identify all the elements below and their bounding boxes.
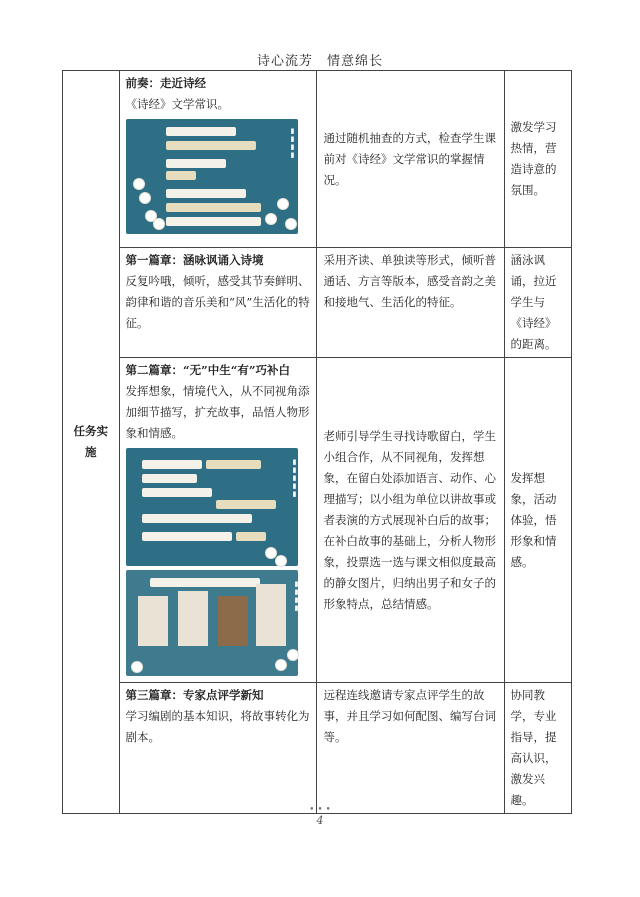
- cell-purpose: 发挥想象，活动体验，悟形象和情感。: [504, 358, 571, 683]
- cell-content: [119, 683, 317, 814]
- table-row: [63, 683, 572, 814]
- section-title: 前奏：走近诗经: [125, 76, 207, 90]
- table-row: [63, 248, 572, 358]
- section-text: 反复吟哦，倾听，感受其节奏鲜明、韵律和谐的音乐美和“风”生活化的特征。: [125, 274, 310, 330]
- cell-method: 采用齐读、单独读等形式，倾听普通话、方言等版本，感受音韵之美和接地气、生活化的特征。: [317, 248, 504, 358]
- section-title: 第二篇章：“无”中生“有”巧补白: [125, 363, 291, 377]
- cell-content: [119, 71, 317, 248]
- slide-image: ▮▮▮▮▮: [126, 448, 298, 566]
- section-text: 《诗经》文学常识。: [125, 97, 230, 111]
- cell-method: 远程连线邀请专家点评学生的故事，并且学习如何配图、编写台词等。: [317, 683, 504, 814]
- cell-content: [119, 358, 317, 683]
- section-title: 第三篇章：专家点评学新知: [125, 688, 264, 702]
- cell-method: 老师引导学生寻找诗歌留白，学生小组合作，从不同视角，发挥想象，在留白处添加语言、动作、心理描写；以小组为单位以讲故事或者表演的方式展现补白后的故事；在补白故事的基础上，分析人物形象，投票选一选与课文相似度最高的静女图片，归纳出男子和女子的形象特点，总结情感。: [317, 358, 504, 683]
- section-title: 第一篇章：涵咏讽诵入诗境: [125, 253, 264, 267]
- footer-dots: • • •: [309, 805, 331, 815]
- cell-purpose: 激发学习热情，营造诗意的氛围。: [504, 71, 571, 248]
- section-text: 发挥想象，情境代入，从不同视角添加细节描写，扩充故事，品悟人物形象和情感。: [125, 384, 310, 440]
- page-header: 诗心流芳 情意绵长: [256, 54, 383, 69]
- cell-content: [119, 248, 317, 358]
- slide-image: ▮▮▮▮: [126, 570, 298, 676]
- lesson-table: [62, 70, 572, 814]
- section-text: 学习编剧的基本知识，将故事转化为剧本。: [125, 709, 310, 744]
- side-label: 任务实施: [63, 71, 120, 814]
- page-number: 4: [316, 814, 324, 827]
- table-row: [63, 358, 572, 683]
- table-row: [63, 71, 572, 248]
- cell-purpose: 涵泳讽诵，拉近学生与《诗经》的距离。: [504, 248, 571, 358]
- cell-method: 通过随机抽查的方式，检查学生课前对《诗经》文学常识的掌握情况。: [317, 71, 504, 248]
- cell-purpose: 协同教学，专业指导，提高认识，激发兴趣。: [504, 683, 571, 814]
- slide-image: ▮▮▮▮: [126, 119, 298, 234]
